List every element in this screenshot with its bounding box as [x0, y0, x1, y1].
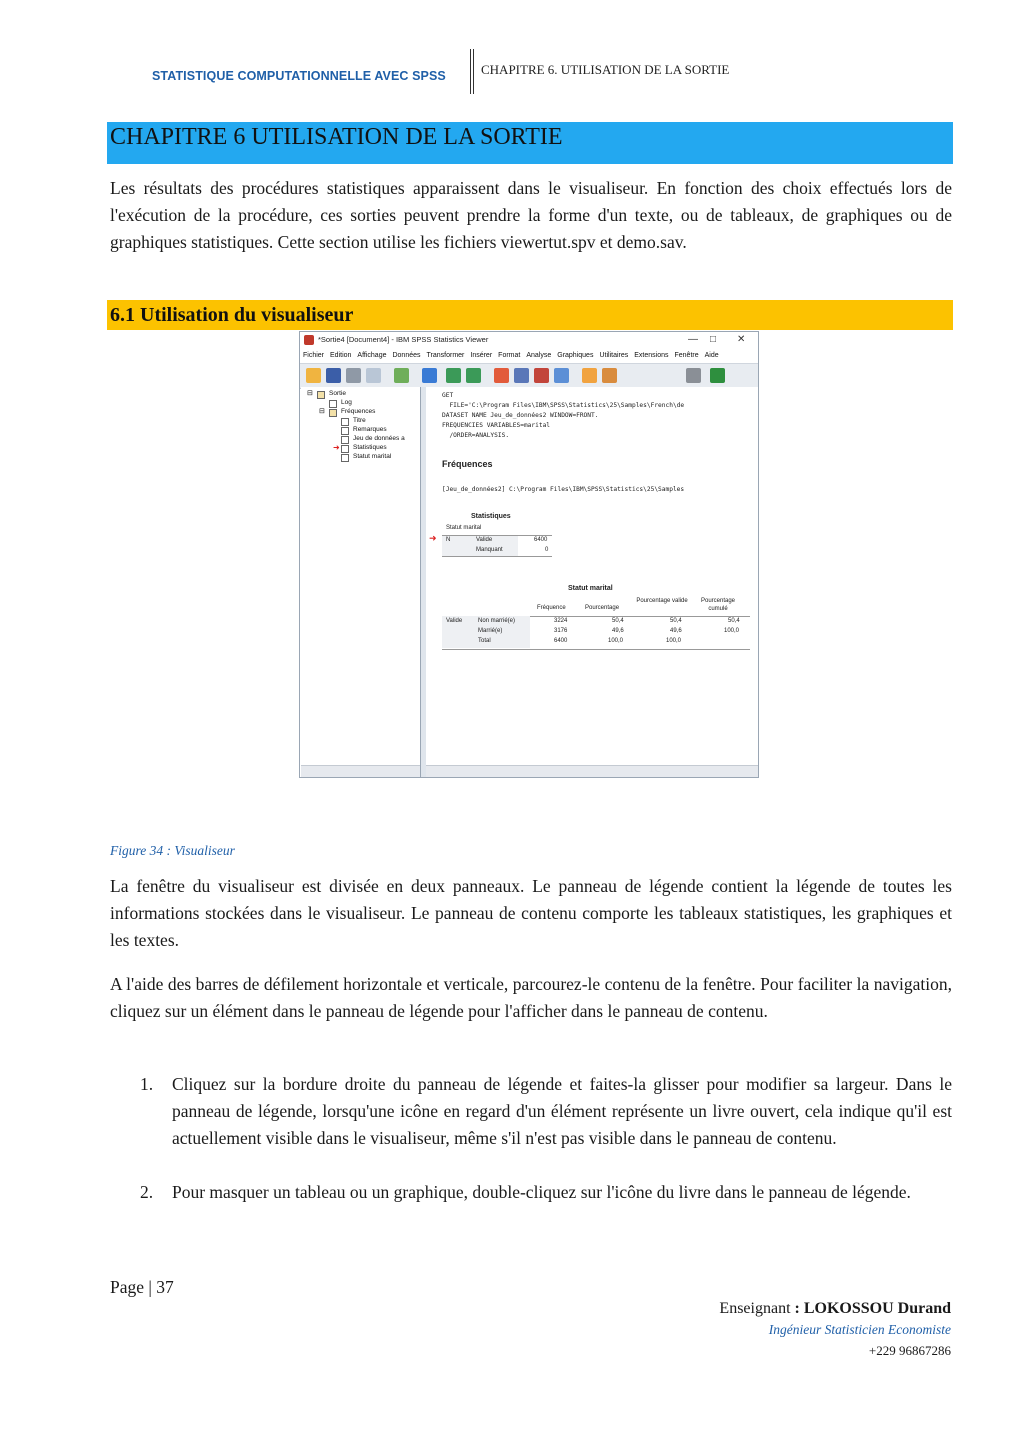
header-separator	[473, 49, 474, 94]
menu-bar	[300, 349, 758, 363]
current-arrow-icon: ➜	[333, 443, 340, 452]
section-title: 6.1 Utilisation du visualiseur	[110, 304, 354, 326]
marital-row-label: Total	[478, 638, 491, 644]
menu-utilitaires[interactable]: Utilitaires	[599, 352, 629, 359]
dataset-line: [Jeu_de_données2] C:\Program Files\IBM\SPSS\Statistics\25\Samples	[442, 486, 685, 493]
frequences-heading: Fréquences	[442, 459, 493, 469]
tree-item-titre[interactable]: Titre	[353, 417, 366, 424]
notes-icon[interactable]	[341, 427, 349, 435]
teacher-name: : LOKOSSOU Durand	[794, 1300, 951, 1317]
spss-app-icon	[304, 335, 314, 345]
running-header-right: CHAPITRE 6. UTILISATION DE LA SORTIE	[481, 62, 730, 77]
export-icon[interactable]	[394, 368, 409, 383]
intro-paragraph: Les résultats des procédures statistiques apparaissent dans le visualiseur. En fonction des choix effectués lors de l'exécution de la procédure, ces sorties peuvent prendre la forme d'un texte, ou de tableaux, de graphiques ou de graphiques statistiques. Cette section utilise les fichiers viewertut.spv et demo.sav.	[110, 178, 952, 252]
stats-row-label: Valide	[476, 537, 493, 543]
minimize-icon[interactable]: —	[688, 334, 698, 345]
tree-item-frequences[interactable]: Fréquences	[341, 408, 376, 415]
syntax-line: DATASET NAME Jeu_de_données2 WINDOW=FRONT.	[442, 412, 599, 419]
footer-role: Ingénieur Statisticien Economiste	[768, 1322, 951, 1337]
menu-aide[interactable]: Aide	[704, 352, 719, 359]
marital-header: Fréquence	[537, 605, 566, 611]
marital-header: Pourcentage valide	[636, 598, 688, 604]
maximize-icon[interactable]: □	[710, 334, 717, 345]
save-icon[interactable]	[326, 368, 341, 383]
marital-cell: 49,6	[670, 628, 682, 634]
stats-table-subtitle: Statut marital	[446, 525, 482, 531]
open-folder-icon[interactable]	[306, 368, 321, 383]
menu-analyse[interactable]: Analyse	[526, 352, 552, 359]
tree-collapse-icon[interactable]: ⊟	[319, 408, 325, 415]
undo-icon[interactable]	[446, 368, 461, 383]
figure-caption: Figure 34 : Visualiseur	[110, 843, 235, 858]
tree-item-log[interactable]: Log	[341, 399, 352, 406]
menu-transformer[interactable]: Transformer	[426, 352, 465, 359]
footer-phone: +229 96867286	[868, 1343, 951, 1358]
download-icon[interactable]	[534, 368, 549, 383]
syntax-line: FILE='C:\Program Files\IBM\SPSS\Statistics\25\Samples\French\de	[442, 402, 685, 409]
menu-edition[interactable]: Edition	[330, 352, 352, 359]
list-item: Pour masquer un tableau ou un graphique, double-cliquez sur l'icône du livre dans le panneau de légende.	[172, 1182, 911, 1202]
marital-header: Pourcentage	[585, 605, 620, 611]
list-item-number: 1.	[140, 1074, 154, 1094]
syntax-line: GET	[442, 392, 454, 399]
footer-teacher	[719, 1300, 951, 1318]
menu-donnees[interactable]: Données	[392, 352, 421, 359]
marital-cell: 100,0	[666, 638, 682, 644]
tree-collapse-icon[interactable]: ⊟	[307, 390, 313, 397]
outline-pane[interactable]	[301, 387, 421, 765]
menu-fenetre[interactable]: Fenêtre	[674, 352, 699, 359]
teacher-label: Enseignant	[719, 1300, 791, 1317]
print-preview-icon[interactable]	[366, 368, 381, 383]
table-icon[interactable]	[554, 368, 569, 383]
marital-cell: 100,0	[608, 638, 624, 644]
menu-affichage[interactable]: Affichage	[357, 352, 387, 359]
tree-item-jeu-de-donnees[interactable]: Jeu de données a	[353, 435, 405, 442]
page-number: Page | 37	[110, 1277, 174, 1297]
goto-case-icon[interactable]	[494, 368, 509, 383]
header-separator	[470, 49, 471, 94]
run-icon[interactable]	[710, 368, 725, 383]
marital-cell: 3224	[554, 618, 568, 624]
marital-cell: 49,6	[612, 628, 624, 634]
marital-cell: 3176	[554, 628, 568, 634]
table-icon[interactable]	[341, 445, 349, 453]
title-icon[interactable]	[341, 418, 349, 426]
marital-cell: 100,0	[724, 628, 740, 634]
content-pane[interactable]	[426, 387, 758, 765]
table-icon[interactable]	[341, 454, 349, 462]
marital-table-title: Statut marital	[568, 585, 613, 592]
menu-extensions[interactable]: Extensions	[634, 352, 669, 359]
window-titlebar	[300, 332, 758, 348]
toolbar	[300, 363, 758, 389]
redo-icon[interactable]	[466, 368, 481, 383]
dataset-icon[interactable]	[341, 436, 349, 444]
stats-row-value: 6400	[534, 537, 548, 543]
tree-item-statut-marital[interactable]: Statut marital	[353, 453, 392, 460]
marital-cell: 50,4	[612, 618, 624, 624]
variables-icon[interactable]	[514, 368, 529, 383]
marital-row-label: Marrié(e)	[478, 628, 503, 634]
print-icon[interactable]	[346, 368, 361, 383]
list-item-number: 2.	[140, 1182, 154, 1202]
goto-data-icon[interactable]	[422, 368, 437, 383]
running-header-left: STATISTIQUE COMPUTATIONNELLE AVEC SPSS	[152, 69, 446, 83]
syntax-line: FREQUENCIES VARIABLES=marital	[442, 422, 551, 429]
stats-table-title: Statistiques	[471, 513, 511, 520]
window-title: *Sortie4 [Document4] - IBM SPSS Statistics Viewer	[318, 335, 489, 344]
stats-row-label: Manquant	[476, 547, 503, 553]
tree-item-root[interactable]: Sortie	[329, 390, 346, 397]
paragraph-panes: La fenêtre du visualiseur est divisée en deux panneaux. Le panneau de légende contient la légende de toutes les informations stockées dans le visualiseur. Le panneau de contenu comporte les tableaux statistiques, les graphiques et les textes.	[110, 876, 952, 950]
book-icon[interactable]	[329, 409, 337, 417]
stats-row-value: 0	[545, 547, 549, 553]
menu-inserer[interactable]: Insérer	[470, 352, 493, 359]
stats-n-label: N	[446, 537, 451, 543]
tree-item-statistiques[interactable]: Statistiques	[353, 444, 387, 451]
disabled-tool-icon	[686, 368, 701, 383]
chapter-title: CHAPITRE 6 UTILISATION DE LA SORTIE	[110, 124, 563, 150]
menu-graphiques[interactable]: Graphiques	[557, 352, 594, 359]
marital-cell: 50,4	[670, 618, 682, 624]
outline-horizontal-scrollbar[interactable]	[301, 765, 420, 778]
spss-viewer-screenshot	[299, 331, 759, 778]
book-icon[interactable]	[317, 391, 325, 399]
marital-cell: 50,4	[728, 618, 740, 624]
tree-item-remarques[interactable]: Remarques	[353, 426, 387, 433]
edit-icon[interactable]	[582, 368, 597, 383]
insert-icon[interactable]	[602, 368, 617, 383]
log-icon[interactable]	[329, 400, 337, 408]
menu-format[interactable]: Format	[498, 352, 521, 359]
marital-cell: 6400	[554, 638, 568, 644]
content-horizontal-scrollbar[interactable]	[426, 765, 758, 778]
menu-fichier[interactable]: Fichier	[303, 352, 325, 359]
current-arrow-icon: ➜	[429, 533, 437, 543]
paragraph-navigation: A l'aide des barres de défilement horizontale et verticale, parcourez-le contenu de la fenêtre. Pour faciliter la navigation, cliquez sur un élément dans le panneau de légende pour l'afficher dans le panneau de contenu.	[110, 974, 952, 1021]
close-icon[interactable]: ✕	[737, 334, 746, 345]
marital-group-label: Valide	[446, 618, 463, 624]
marital-row-label: Non marrié(e)	[478, 618, 516, 624]
marital-header: Pourcentage cumulé	[700, 598, 736, 612]
syntax-line: /ORDER=ANALYSIS.	[442, 432, 510, 439]
list-item: Cliquez sur la bordure droite du panneau de légende et faites-la glisser pour modifier sa largeur. Dans le panneau de légende, lorsqu'une icône en regard d'un élément représente un livre ouvert, cela indique qu'il est actuellement visible dans le visualiseur, même s'il n'est pas visible dans le panneau de contenu.	[172, 1074, 952, 1148]
